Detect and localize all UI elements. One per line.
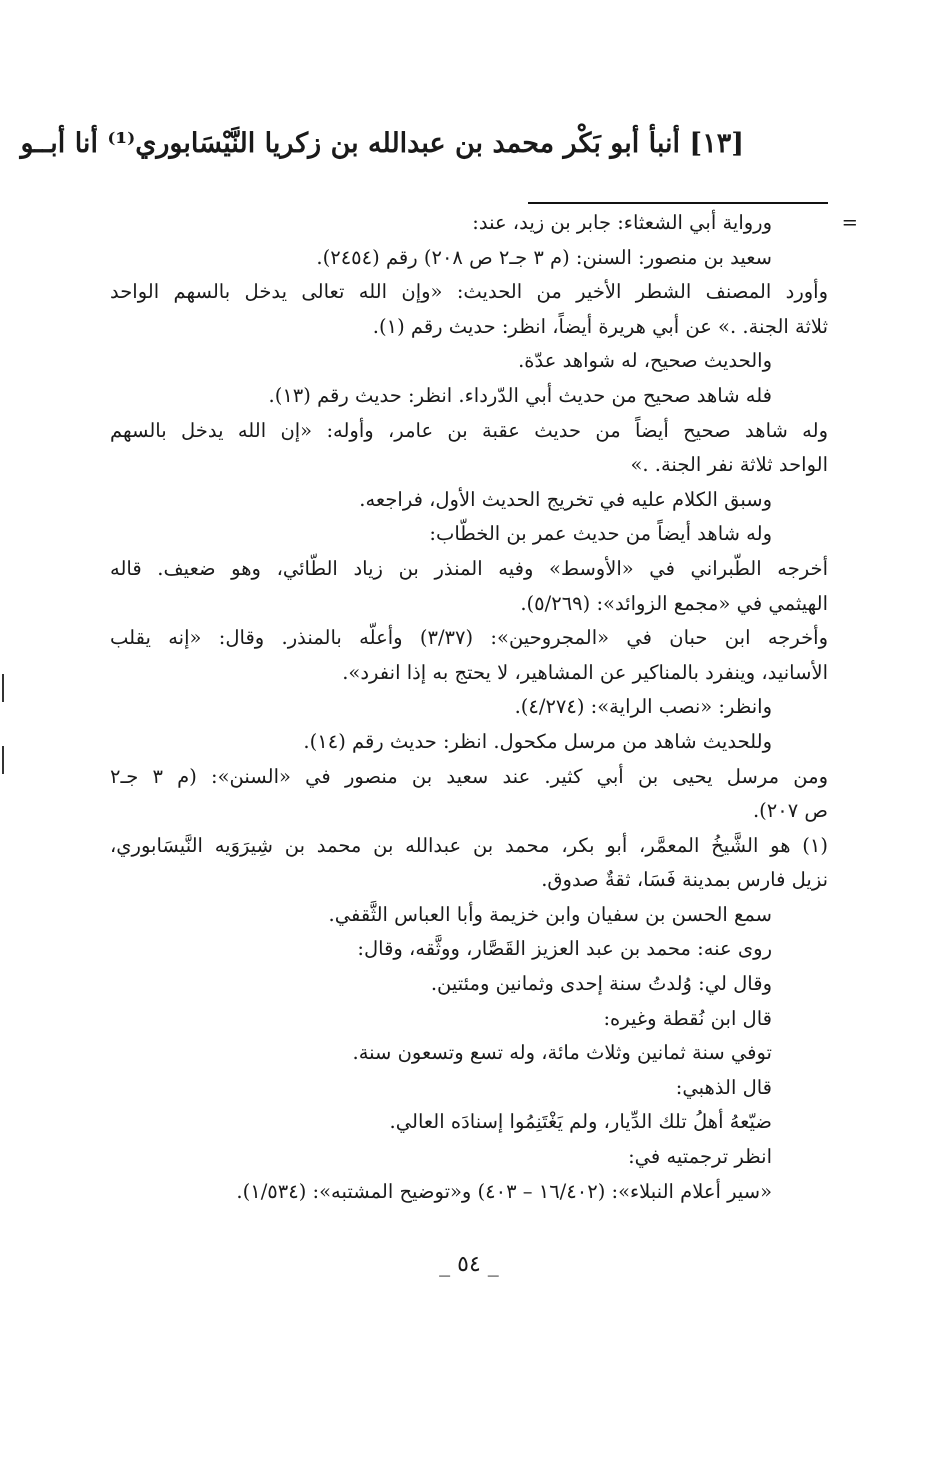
footnote-separator <box>528 202 828 204</box>
footnote-line: قال ابن نُقطة وغيره: <box>603 1006 772 1030</box>
footnote-line: ضيّعهُ أهلُ تلك الدِّيار، ولم يَغْتَنِمُوا إسنادَه العالي. <box>389 1110 772 1134</box>
footnote-line: الهيثمي في «مجمع الزوائد»: (٥/٢٦٩). <box>520 591 828 615</box>
scan-edge-mark <box>2 746 4 774</box>
footnote-line: وقال لي: وُلدتُ سنة إحدى وثمانين ومئتين. <box>430 972 772 996</box>
footnote-line: (١) هو الشَّيخُ المعمَّر، أبو بكر، محمد بن عبدالله بن محمد بن شِيرَوَيه النَّيسَابوري، <box>110 833 828 857</box>
footnote-line: وللحديث شاهد من مرسل مكحول. انظر: حديث رقم (١٤). <box>303 729 772 753</box>
footnotes <box>110 206 858 1209</box>
continuation-mark: = <box>841 211 858 234</box>
footnote-line: ورواية أبي الشعثاء: جابر بن زيد، عند: <box>472 211 772 234</box>
footnote-line: وانظر: «نصب الراية»: (٤/٢٧٤). <box>514 695 772 719</box>
footnote-line: توفي سنة ثمانين وثلاث مائة، وله تسع وتسعون سنة. <box>352 1041 772 1065</box>
footnote-line: ص ٢٠٧). <box>752 799 828 823</box>
footnote-line: ثلاثة الجنة. .» عن أبي هريرة أيضاً، انظر: حديث رقم (١). <box>372 314 828 338</box>
footnote-line: فله شاهد صحيح من حديث أبي الدّرداء. انظر: حديث رقم (١٣). <box>268 383 772 407</box>
footnote-line: قال الذهبي: <box>675 1075 772 1099</box>
footnote-line: وسبق الكلام عليه في تخريج الحديث الأول، فراجعه. <box>359 487 772 511</box>
footnote-line: نزيل فارس بمدينة فَسَا، ثقةٌ صدوق. <box>541 868 828 892</box>
page-number: _ ٥٤ _ <box>439 1252 499 1277</box>
footnote-line: ومن مرسل يحيى بن أبي كثير. عند سعيد بن منصور في «السنن»: (م ٣ جـ٢ <box>110 764 828 788</box>
scan-edge-mark <box>2 674 4 702</box>
footnote-line: وأخرجه ابن حبان في «المجروحين»: (٣/٣٧) وأعلّه بالمنذر. وقال: «إنه يقلب <box>110 626 828 650</box>
footnote-line: سمع الحسن بن سفيان وابن خزيمة وأبا العباس الثَّقفي. <box>328 902 772 926</box>
footnote-line: روى عنه: محمد بن عبد العزيز القَصَّار، ووثَّقه، وقال: <box>357 937 772 961</box>
footnote-line: «سير أعلام النبلاء»: (١٦/٤٠٢ – ٤٠٣) و«توضيح المشتبه»: (١/٥٣٤). <box>236 1179 772 1203</box>
footnote-line: الواحد ثلاثة نفر الجنة. .» <box>630 453 828 477</box>
footnote-line: سعيد بن منصور: السنن: (م ٣ جـ٢ ص ٢٠٨) رقم (٢٤٥٤). <box>316 245 772 269</box>
footnote-line: أخرجه الطّبراني في «الأوسط» وفيه المنذر بن زياد الطّائي، وهو ضعيف. قاله <box>110 556 828 580</box>
footnote-line: وأورد المصنف الشطر الأخير من الحديث: «وإن الله تعالى يدخل بالسهم الواحد <box>110 280 828 304</box>
hadith-header: [١٣] أنبأ أبو بَكْر محمد بن عبدالله بن زكريا النَّيْسَابوري⁽¹⁾ أنا أبــو <box>20 128 744 159</box>
footnote-line: وله شاهد أيضاً من حديث عمر بن الخطّاب: <box>429 522 772 546</box>
footnote-line: والحديث صحيح، له شواهد عدّة. <box>518 349 772 373</box>
footnote-line: انظر ترجمتيه في: <box>628 1145 772 1169</box>
footnote-line: وله شاهد صحيح أيضاً من حديث عقبة بن عامر، وأوله: «إن الله يدخل بالسهم <box>110 418 828 442</box>
footnote-line: الأسانيد، وينفرد بالمناكير عن المشاهير، لا يحتج به إذا انفرد». <box>342 660 828 684</box>
